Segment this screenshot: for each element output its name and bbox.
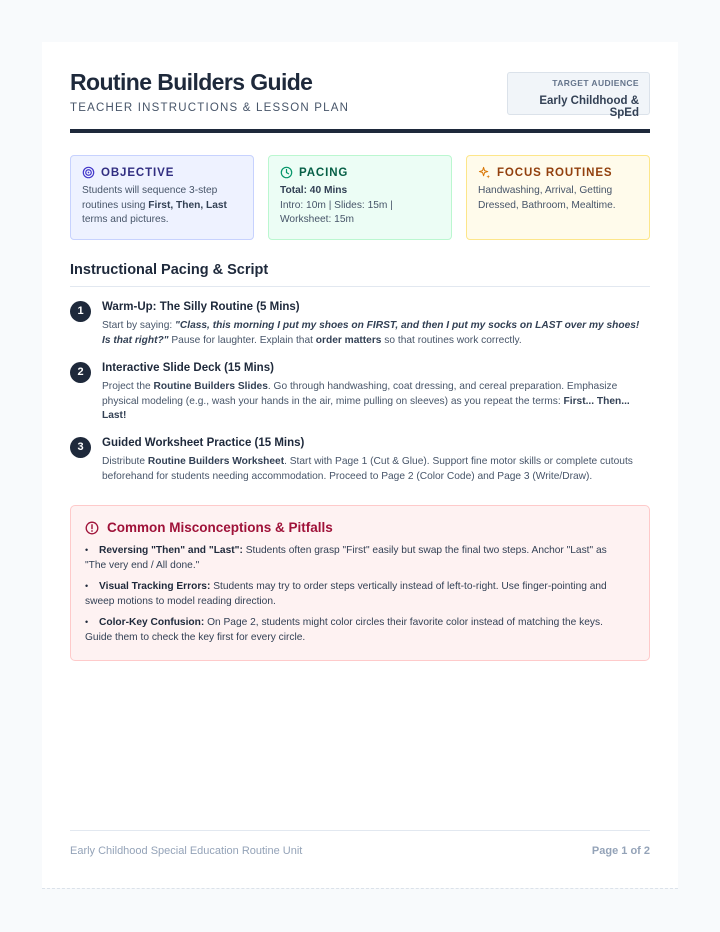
footer-unit-name: Early Childhood Special Education Routine Unit [70,845,303,857]
misconceptions-title: Common Misconceptions & Pitfalls [107,520,333,535]
step-number-badge: 2 [70,362,91,383]
clock-icon [280,166,293,179]
step-description: Distribute Routine Builders Worksheet. Start with Page 1 (Cut & Glue). Support fine motor skills or complete cutouts beforehand for students needing accommodation. Proceed to Page 2 (Color Code) and Page 3 (Write/Draw). [102,456,633,482]
bullet-icon: • [85,581,89,591]
target-audience-label: TARGET AUDIENCE [552,78,639,88]
bullet-icon: • [85,617,89,627]
target-icon [82,166,95,179]
step-description: Project the Routine Builders Slides. Go through handwashing, coat dressing, and cereal preparation. Emphasize physical modeling (e.g., wash your hands in the air, mime pulling on sleeves) as you repeat the terms: First... Then... Last! [102,381,630,422]
target-audience-box [507,72,650,119]
section-title: Instructional Pacing & Script [70,262,269,278]
misconceptions-list [85,543,625,651]
section-divider [70,286,650,287]
list-item: • Reversing "Then" and "Last": Students often grasp "First" easily but swap the final two steps. Anchor "Last" as "The very end / All done." [85,545,607,571]
pacing-title: PACING [299,166,349,179]
pacing-card [268,155,452,240]
list-item: • Visual Tracking Errors: Students may try to order steps vertically instead of left-to-right. Use finger-pointing and sweep motions to model reading direction. [85,581,607,607]
pacing-detail: Intro: 10m | Slides: 15m | Worksheet: 15m [280,199,393,226]
footer-divider [70,830,650,831]
objective-text: Students will sequence 3-step routines using First, Then, Last terms and pictures. [82,185,227,226]
objective-title: OBJECTIVE [101,166,175,179]
step-description: Start by saying: "Class, this morning I put my shoes on FIRST, and then I put my socks on LAST over my shoes! Is that right?" Pause for laughter. Explain that order matters so that routines work correctly. [102,320,640,346]
page-break-line [42,888,678,889]
page-title: Routine Builders Guide [70,69,313,95]
header-divider [70,129,650,133]
page-number: Page 1 of 2 [591,845,650,857]
step-number-badge: 1 [70,301,91,322]
alert-icon [85,521,99,535]
pacing-total: Total: 40 Mins [280,185,348,196]
document-page [42,42,678,888]
misconceptions-callout [70,505,650,661]
sparkle-icon [478,166,491,179]
bullet-icon: • [85,545,89,555]
script-quote: "Class, this morning I put my shoes on FIRST, and then I put my socks on LAST over my shoes! Is that right?" [102,320,640,346]
pacing-text [280,184,440,228]
focus-routines-text: Handwashing, Arrival, Getting Dressed, Bathroom, Mealtime. [478,185,616,211]
step-number-badge: 3 [70,437,91,458]
step-title: Warm-Up: The Silly Routine (5 Mins) [102,301,300,313]
step-title: Guided Worksheet Practice (15 Mins) [102,437,305,449]
focus-routines-card [466,155,650,240]
list-item: • Color-Key Confusion: On Page 2, students might color circles their favorite color instead of matching the keys. Guide them to check the key first for every circle. [85,617,603,643]
step-title: Interactive Slide Deck (15 Mins) [102,362,274,374]
objective-card [70,155,254,240]
summary-cards [70,155,650,240]
page-subtitle: TEACHER INSTRUCTIONS & LESSON PLAN [70,102,350,114]
target-audience-value: Early Childhood & SpEd [539,95,639,119]
focus-routines-title: FOCUS ROUTINES [497,166,613,179]
